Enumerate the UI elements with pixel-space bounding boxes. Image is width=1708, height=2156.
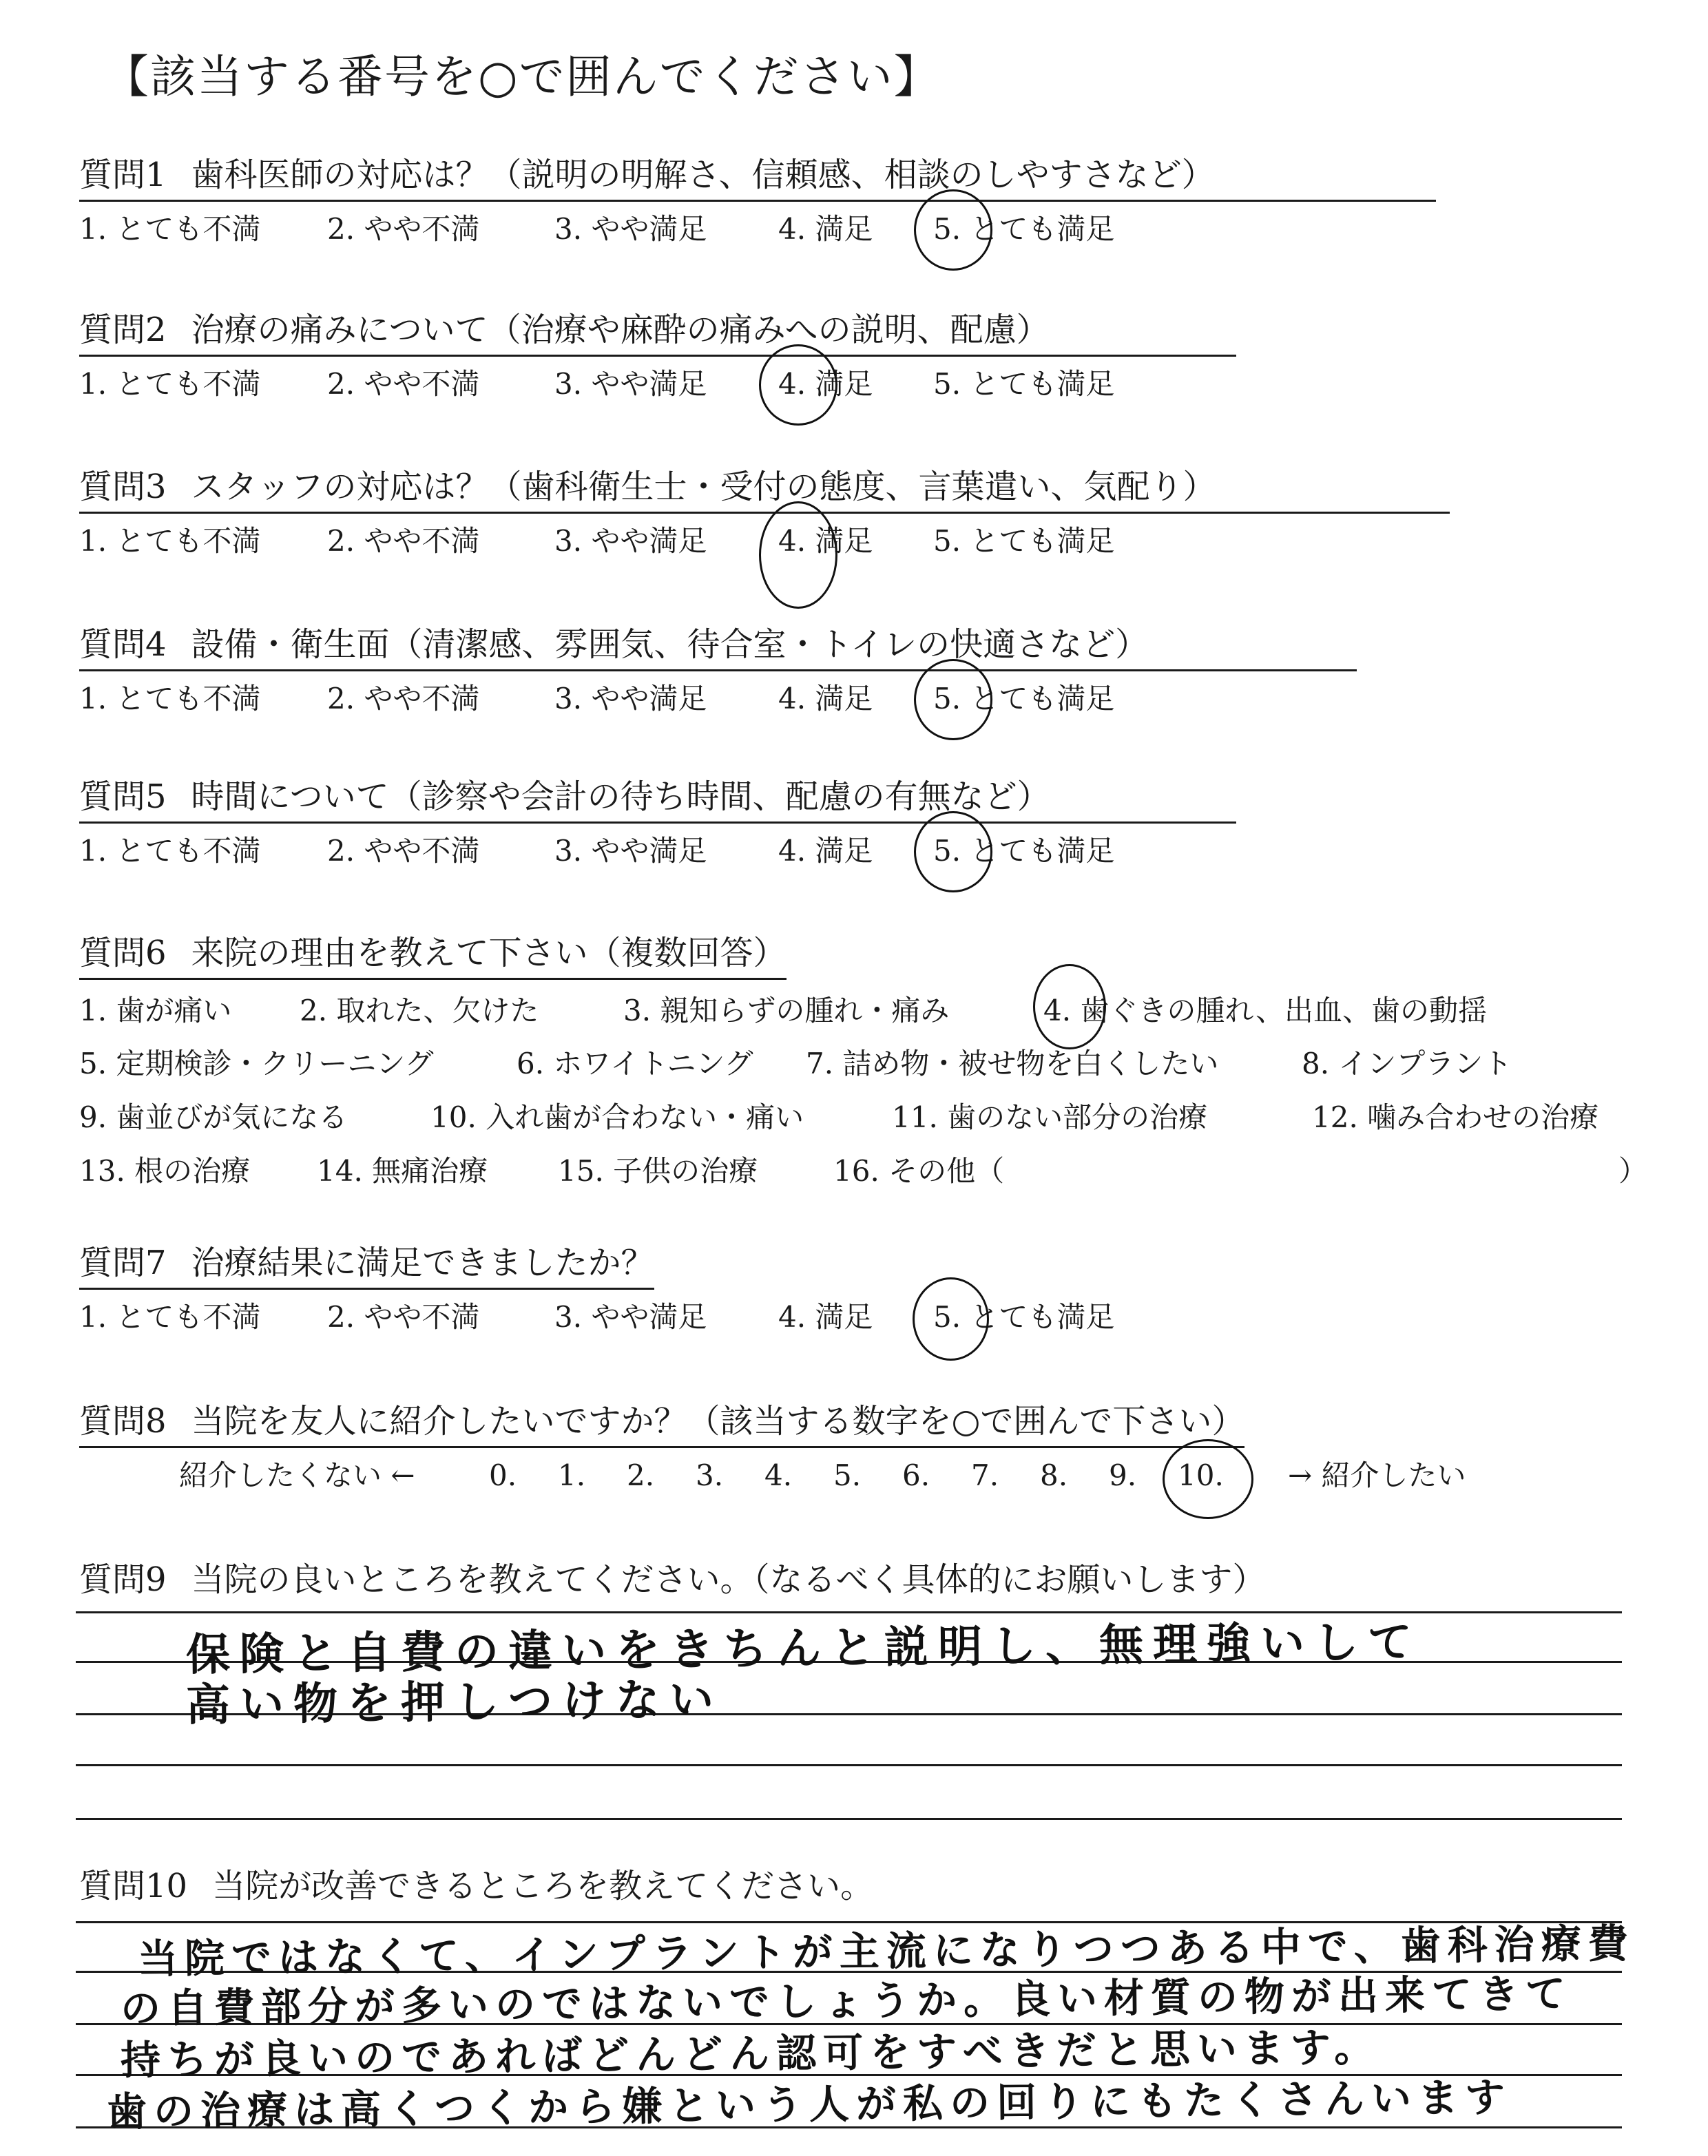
q2-number: 質問2 [79,311,167,349]
q1-title [79,148,1436,202]
q9-answer-line-1: 保険と自費の違いをきちんと説明し、無理強いして [185,1617,1422,1681]
q3-option-4[interactable]: 4. 満足 [778,524,873,558]
q8-number-option[interactable]: 6. [902,1458,930,1492]
q9-text: 当院の良いところを教えてください。（なるべく具体的にお願いします） [191,1560,1266,1599]
q2-option-1[interactable]: 1. とても不満 [79,367,261,401]
q6-option-6[interactable]: 6. ホワイトニング [517,1047,753,1080]
q2-selection-circle [759,344,837,426]
q9-answer-line-2: 高い物を押しつけない [185,1674,724,1731]
q3-option-1[interactable]: 1. とても不満 [79,524,261,558]
q5-option-2[interactable]: 2. やや不満 [327,834,480,868]
q2-option-3[interactable]: 3. やや満足 [554,367,707,401]
q8-number-option[interactable]: 2. [627,1458,655,1492]
q6-selection-circle [1033,964,1106,1049]
q6-option-8[interactable]: 8. インプラント [1302,1047,1512,1080]
q8-number-option[interactable]: 4. [764,1458,793,1492]
q6-option-13[interactable]: 13. 根の治療 [79,1154,251,1188]
q8-number-option[interactable]: 5. [833,1458,862,1492]
q6-number: 質問6 [79,934,167,972]
q2-option-5[interactable]: 5. とても満足 [933,367,1115,401]
q4-option-5[interactable]: 5. とても満足 [933,682,1115,715]
q9-title [79,1553,1266,1604]
q10-answer-line-4: 歯の治療は高くつくから嫌という人が私の回りにもたくさんいます [106,2073,1512,2135]
q6-option-15[interactable]: 15. 子供の治療 [558,1154,758,1188]
q6-row-1 [79,988,1487,1029]
q3-text: スタッフの対応は？（歯科衛生士・受付の態度、言葉遣い、気配り） [191,468,1216,506]
q7-option-3[interactable]: 3. やや満足 [554,1300,707,1334]
q5-option-5[interactable]: 5. とても満足 [933,834,1115,868]
q4-title [79,618,1357,671]
q8-number-option[interactable]: 0. [489,1458,517,1492]
q10-text: 当院が改善できるところを教えてください。 [212,1867,874,1905]
q2-option-4[interactable]: 4. 満足 [778,367,873,401]
q3-option-2[interactable]: 2. やや不満 [327,524,480,558]
q5-option-1[interactable]: 1. とても不満 [79,834,261,868]
q8-title [79,1394,1244,1448]
q7-title [79,1236,654,1290]
q8-selection-circle [1163,1439,1253,1519]
q7-option-4[interactable]: 4. 満足 [778,1300,873,1334]
q7-selection-circle [913,1277,989,1361]
q6-text: 来院の理由を教えて下さい（複数回答） [191,934,787,972]
q7-number: 質問7 [79,1244,167,1282]
q6-option-1[interactable]: 1. 歯が痛い [79,994,232,1027]
q1-option-3[interactable]: 3. やや満足 [554,212,707,246]
q5-title [79,770,1236,824]
q1-selection-circle [914,189,992,271]
q7-text: 治療結果に満足できましたか？ [191,1244,654,1282]
q6-row-3 [79,1095,1598,1136]
q2-option-2[interactable]: 2. やや不満 [327,367,480,401]
q3-title [79,460,1450,514]
q10-answer-line-2: の自費部分が多いのではないでしょうか。良い材質の物が出来てきて [120,1969,1573,2032]
q6-option-14[interactable]: 14. 無痛治療 [317,1154,488,1188]
q1-number: 質問1 [79,156,167,194]
q8-number-option[interactable]: 9. [1109,1458,1137,1492]
q6-option-16[interactable]: 16. その他（ [833,1154,1005,1188]
q10-number: 質問10 [79,1867,188,1905]
q3-options [79,519,1114,560]
q3-number: 質問3 [79,468,167,506]
q2-options [79,362,1114,403]
q7-option-5[interactable]: 5. とても満足 [933,1300,1115,1334]
q5-text: 時間について（診察や会計の待ち時間、配慮の有無など） [191,777,1050,816]
q8-text: 当院を友人に紹介したいですか？（該当する数字を○で囲んで下さい） [191,1402,1245,1441]
q6-option-11[interactable]: 11. 歯のない部分の治療 [892,1100,1208,1134]
q6-option-9[interactable]: 9. 歯並びが気になる [79,1100,348,1134]
q8-number-option[interactable]: 3. [696,1458,724,1492]
q4-selection-circle [914,659,992,740]
q2-text: 治療の痛みについて（治療や麻酔の痛みへの説明、配慮） [191,311,1050,349]
q5-selection-circle [914,811,992,892]
q4-option-1[interactable]: 1. とても不満 [79,682,261,715]
q8-number-option[interactable]: 7. [971,1458,999,1492]
q10-title [79,1859,873,1911]
q8-number: 質問8 [79,1402,167,1441]
q3-option-3[interactable]: 3. やや満足 [554,524,707,558]
q4-number: 質問4 [79,625,167,664]
q8-number-option[interactable]: 10. [1178,1458,1224,1492]
q6-title [79,926,787,980]
q6-option-10[interactable]: 10. 入れ歯が合わない・痛い [430,1100,804,1134]
q3-option-5[interactable]: 5. とても満足 [933,524,1115,558]
q5-option-3[interactable]: 3. やや満足 [554,834,707,868]
q9-line-4 [76,1764,1622,1766]
q4-option-3[interactable]: 3. やや満足 [554,682,707,715]
q8-scale [179,1453,1466,1494]
q6-option-3[interactable]: 3. 親知らずの腫れ・痛み [623,994,950,1027]
q5-option-4[interactable]: 4. 満足 [778,834,873,868]
q8-right-label: → 紹介したい [1288,1458,1466,1492]
q7-option-1[interactable]: 1. とても不満 [79,1300,261,1334]
q6-option-4[interactable]: 4. 歯ぐきの腫れ、出血、歯の動揺 [1043,994,1487,1027]
q5-number: 質問5 [79,777,167,816]
q1-text: 歯科医師の対応は？（説明の明解さ、信頼感、相談のしやすさなど） [191,156,1215,194]
q1-option-2[interactable]: 2. やや不満 [327,212,480,246]
q9-line-5 [76,1818,1622,1820]
q9-number: 質問9 [79,1560,167,1599]
q8-number-option[interactable]: 8. [1040,1458,1068,1492]
q4-option-2[interactable]: 2. やや不満 [327,682,480,715]
q8-left-label: 紹介したくない ← [179,1458,415,1492]
q4-option-4[interactable]: 4. 満足 [778,682,873,715]
q8-number-option[interactable]: 1. [558,1458,586,1492]
q6-option-2[interactable]: 2. 取れた、欠けた [300,994,539,1027]
q4-text: 設備・衛生面（清潔感、雰囲気、待合室・トイレの快適さなど） [191,625,1149,664]
form-header: 【該当する番号を○で囲んでください】 [103,50,941,103]
q10-answer-line-1: 当院ではなくて、インプラントが主流になりつつある中で、歯科治療費 [137,1920,1635,1982]
q1-option-5[interactable]: 5. とても満足 [933,212,1115,246]
q6-row-4 [79,1149,1647,1190]
q10-answer-line-3: 持ちが良いのであればどんどん認可をすべきだと思います。 [120,2023,1382,2084]
q2-title [79,303,1236,357]
q1-option-1[interactable]: 1. とても不満 [79,212,261,246]
q6-row-2 [79,1041,1512,1082]
q6-other-close: ） [1618,1154,1648,1188]
q6-option-12[interactable]: 12. 噛み合わせの治療 [1312,1100,1599,1134]
q7-option-2[interactable]: 2. やや不満 [327,1300,480,1334]
q1-option-4[interactable]: 4. 満足 [778,212,873,246]
q6-option-7[interactable]: 7. 詰め物・被せ物を白くしたい [806,1047,1219,1080]
q3-selection-circle [759,501,837,609]
q6-option-5[interactable]: 5. 定期検診・クリーニング [79,1047,434,1080]
